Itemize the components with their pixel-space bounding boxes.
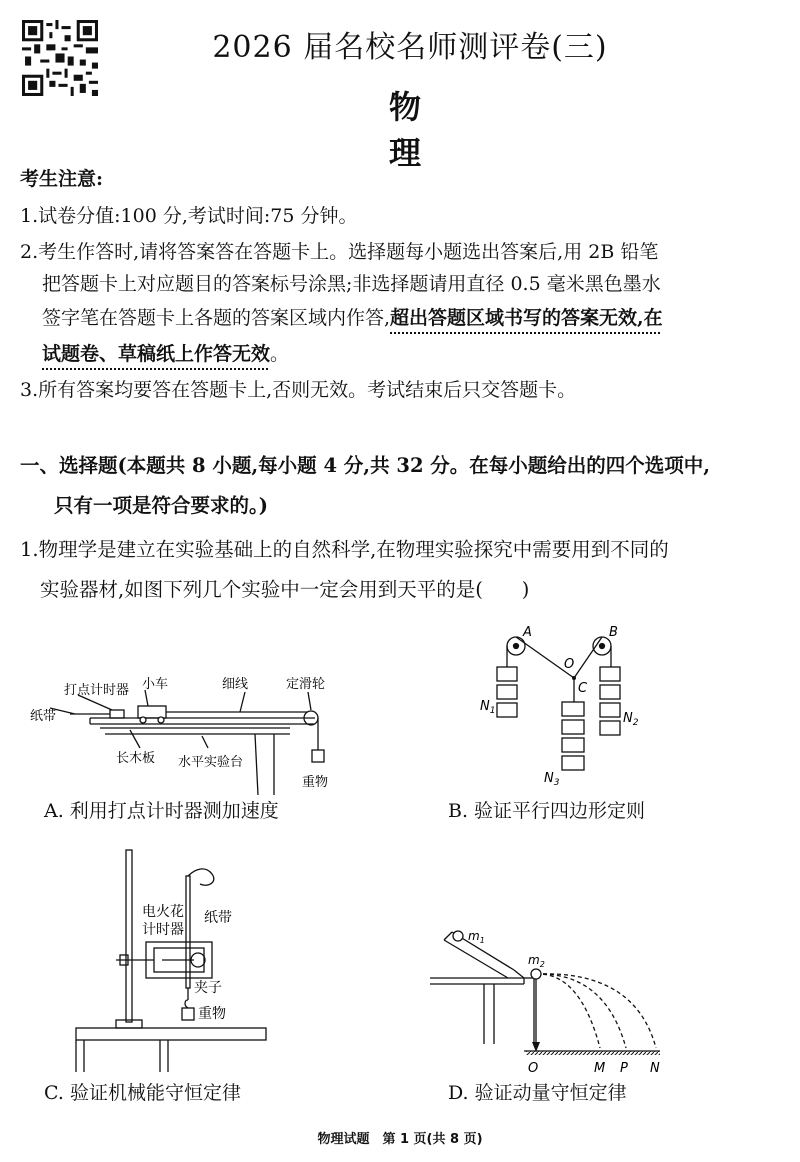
notice-emphasis: 超出答题区域书写的答案无效,在 [390, 307, 663, 329]
option-d: D. 验证动量守恒定律 [448, 1082, 627, 1104]
label-clip: 夹子 [194, 980, 222, 996]
figure-a-diagram [30, 670, 370, 795]
label-tape-c: 纸带 [204, 910, 232, 926]
label-n1: $N_1$ [480, 699, 496, 716]
qr-code [22, 20, 98, 96]
section-heading-line-2: 只有一项是符合要求的。) [54, 494, 268, 517]
figure-b-diagram [476, 622, 639, 792]
label-p: P [620, 1061, 628, 1076]
notice-item-1: 1.试卷分值:100 分,考试时间:75 分钟。 [20, 205, 358, 227]
label-n2: $N_2$ [623, 711, 639, 728]
label-n3: $N_3$ [544, 771, 560, 788]
label-tape: 纸带 [30, 709, 57, 724]
label-weight-c: 重物 [198, 1006, 226, 1022]
section-heading-line-1: 一、选择题(本题共 8 小题,每小题 4 分,共 32 分。在每小题给出的四个选项中, [20, 454, 711, 477]
label-board: 长木板 [116, 751, 156, 766]
label-m1: $m_1$ [468, 929, 485, 945]
label-o: O [564, 657, 575, 672]
notice-item-2-line-3 [42, 300, 663, 336]
label-timer: 打点计时器 [64, 683, 130, 698]
notice-text: 。 [270, 343, 290, 365]
option-c: C. 验证机械能守恒定律 [44, 1082, 241, 1104]
label-m: M [594, 1061, 606, 1076]
label-timer-2: 计时器 [142, 922, 184, 938]
figure-c-diagram [76, 848, 276, 1072]
option-a: A. 利用打点计时器测加速度 [44, 800, 279, 822]
question-1-line-2: 实验器材,如图下列几个实验中一定会用到天平的是( ) [40, 578, 530, 601]
label-table: 水平实验台 [178, 755, 244, 770]
label-string: 细线 [222, 677, 249, 692]
label-timer-1: 电火花 [142, 904, 184, 920]
label-m2: $m_2$ [528, 953, 545, 969]
figure-d-diagram [430, 920, 680, 1080]
notice-emphasis: 试题卷、草稿纸上作答无效 [42, 343, 271, 365]
notice-heading: 考生注意: [20, 168, 104, 190]
notice-item-2-line-4 [42, 336, 289, 372]
subject-title: 物理 [388, 88, 461, 172]
label-n: N [650, 1061, 660, 1076]
notice-item-2-line-2: 把答题卡上对应题目的答案标号涂黑;非选择题请用直径 0.5 毫米黑色墨水 [42, 273, 661, 295]
label-o-d: O [528, 1061, 539, 1076]
label-weight: 重物 [302, 775, 329, 790]
section-heading [20, 446, 790, 526]
notice-text: 签字笔在答题卡上各题的答案区域内作答, [42, 307, 391, 329]
notice-item-2-line-1: 2.考生作答时,请将答案答在答题卡上。选择题每小题选出答案后,用 2B 铅笔 [20, 241, 659, 263]
label-b: B [609, 625, 618, 640]
notice-item-3: 3.所有答案均要答在答题卡上,否则无效。考试结束后只交答题卡。 [20, 379, 577, 401]
label-cart: 小车 [142, 677, 169, 692]
question-1-stem [20, 530, 790, 610]
page-footer: 物理试题 第 1 页(共 8 页) [317, 1132, 483, 1147]
question-1-line-1: 1.物理学是建立在实验基础上的自然科学,在物理实验探究中需要用到不同的 [20, 538, 669, 561]
label-a: A [523, 625, 532, 640]
option-b: B. 验证平行四边形定则 [448, 800, 646, 822]
exam-title: 2026 届名校名师测评卷(三) [212, 30, 608, 65]
label-pulley: 定滑轮 [286, 677, 326, 692]
label-c: C [578, 681, 588, 696]
